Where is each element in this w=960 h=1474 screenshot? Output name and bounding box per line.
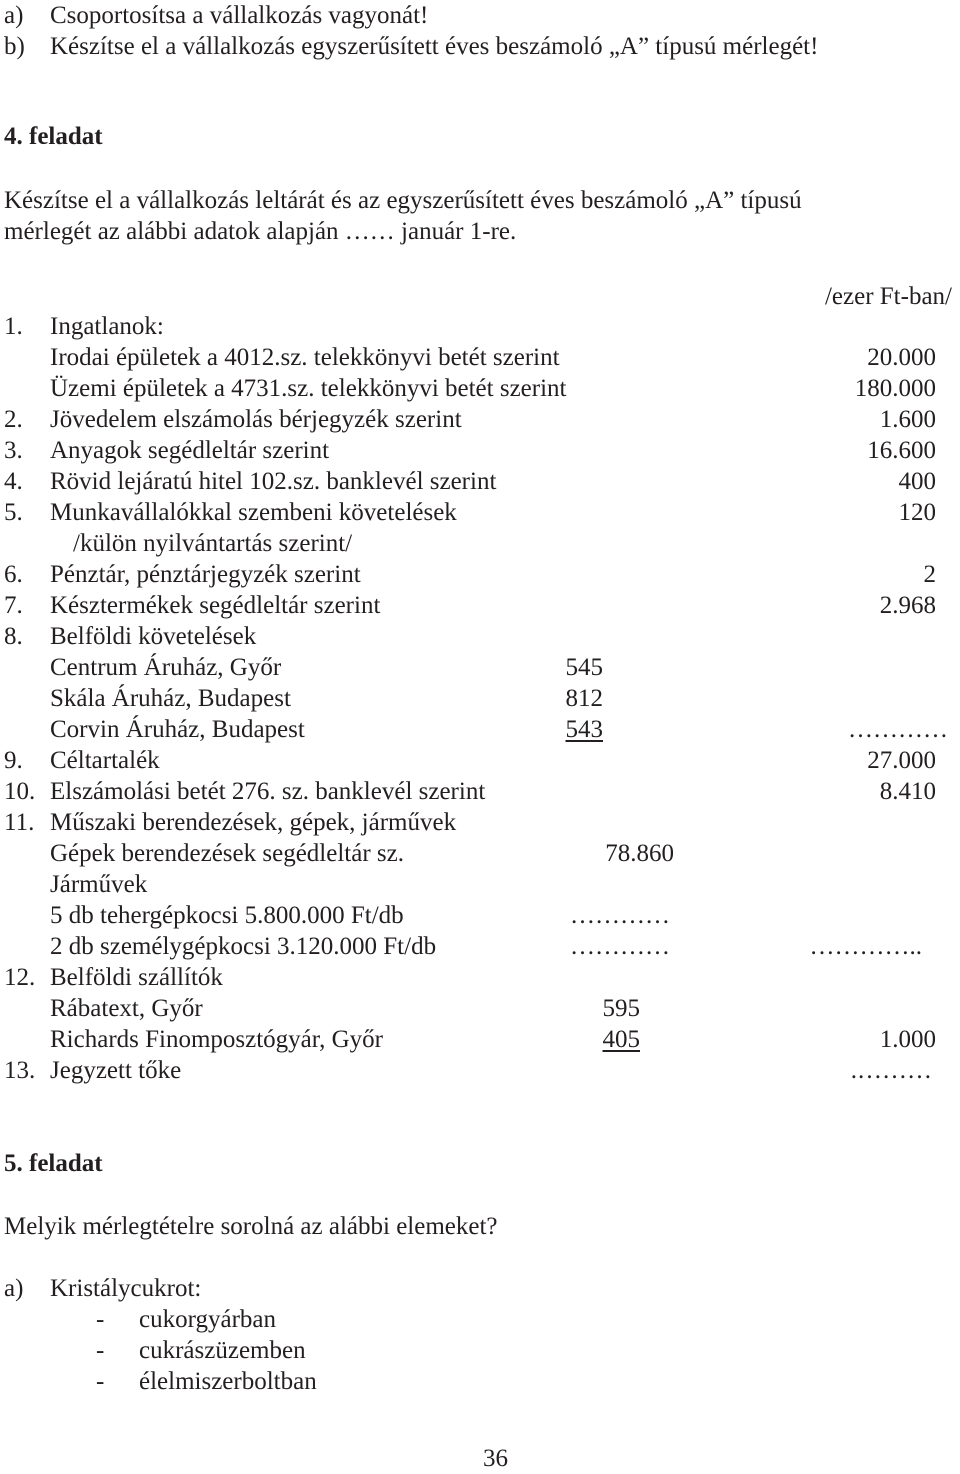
item-number: 10. [4,778,36,805]
item-label: Pénztár, pénztárjegyzék szerint [50,561,361,588]
bullet-dash: - [96,1368,105,1395]
item-value: 2.968 [879,592,936,619]
item-label: Céltartalék [50,747,160,774]
item-subvalue: 78.860 [605,840,674,867]
item-label: Jövedelem elszámolás bérjegyzék szerint [50,406,462,433]
bullet-dash: - [96,1306,105,1333]
page-number: 36 [483,1445,508,1472]
item-number: 12. [4,964,36,991]
unit-label: /ezer Ft-ban/ [824,283,952,310]
item-subvalue: ………… [570,933,670,960]
task5-question: Melyik mérlegtételre sorolná az alábbi elemeket? [4,1213,498,1240]
item-value: 27.000 [867,747,936,774]
item-label: Belföldi követelések [50,623,257,650]
item-label: Jegyzett tőke [50,1057,182,1084]
item-number: 4. [4,468,23,495]
item-value: 2 [923,561,936,588]
item-label: Járművek [50,871,148,898]
item-subvalue: 543 [565,716,603,743]
item-value: 1.000 [879,1026,936,1053]
item-number: 3. [4,437,23,464]
item-label: Gépek berendezések segédleltár sz. [50,840,404,867]
item-number: 8. [4,623,23,650]
task4-intro-line2: mérlegét az alábbi adatok alapján …… január 1-re. [4,218,517,245]
item-number: 13. [4,1057,36,1084]
item-label: Centrum Áruház, Győr [50,654,282,681]
bullet-item: cukorgyárban [139,1306,276,1333]
bullet-item: cukrászüzemben [139,1337,306,1364]
item-subvalue: ………… [570,902,670,929]
item-value: 16.600 [867,437,936,464]
item-value: ………… [848,716,948,743]
item-label: Anyagok segédleltár szerint [50,437,330,464]
item-label: Műszaki berendezések, gépek, járművek [50,809,457,836]
task4-intro-line1: Készítse el a vállalkozás leltárát és az egyszerűsített éves beszámoló „A” típusú [4,187,802,214]
item-value: .……… [850,1057,932,1084]
item-value: 400 [898,468,936,495]
item-label: Belföldi szállítók [50,964,223,991]
item-value: 180.000 [854,375,936,402]
item-subvalue: 812 [565,685,603,712]
item-label: Késztermékek segédleltár szerint [50,592,381,619]
item-value: ………….. [809,933,922,960]
item-number: 5. [4,499,23,526]
item-value: 120 [898,499,936,526]
item-value: 1.600 [879,406,936,433]
item-number: 9. [4,747,23,774]
item-subvalue: 595 [602,995,640,1022]
bullet-item: élelmiszerboltban [139,1368,317,1395]
item-label: Skála Áruház, Budapest [50,685,291,712]
task5-heading: 5. feladat [4,1150,103,1177]
item-number: 11. [4,809,35,836]
intro-a-marker: a) [4,2,24,29]
item-label: Ingatlanok: [50,313,164,340]
item-label: /külön nyilvántartás szerint/ [73,530,353,557]
bullet-dash: - [96,1337,105,1364]
task4-heading: 4. feladat [4,123,103,150]
task5-a-label: Kristálycukrot: [50,1275,202,1302]
item-number: 1. [4,313,23,340]
item-value: 20.000 [867,344,936,371]
item-label: Irodai épületek a 4012.sz. telekkönyvi betét szerint [50,344,560,371]
item-label: Rövid lejáratú hitel 102.sz. banklevél szerint [50,468,497,495]
item-label: 2 db személygépkocsi 3.120.000 Ft/db [50,933,437,960]
item-label: Richards Finomposztógyár, Győr [50,1026,383,1053]
intro-b-text: Készítse el a vállalkozás egyszerűsített éves beszámoló „A” típusú mérlegét! [50,33,819,60]
item-subvalue: 405 [602,1026,640,1053]
item-value: 8.410 [879,778,936,805]
item-number: 2. [4,406,23,433]
intro-a-text: Csoportosítsa a vállalkozás vagyonát! [50,2,429,29]
item-number: 6. [4,561,23,588]
item-subvalue: 545 [565,654,603,681]
item-label: Munkavállalókkal szembeni követelések [50,499,457,526]
item-label: Corvin Áruház, Budapest [50,716,305,743]
item-label: Üzemi épületek a 4731.sz. telekkönyvi betét szerint [50,375,567,402]
item-label: 5 db tehergépkocsi 5.800.000 Ft/db [50,902,404,929]
item-label: Rábatext, Győr [50,995,203,1022]
intro-b-marker: b) [4,33,25,60]
task5-a-marker: a) [4,1275,24,1302]
item-number: 7. [4,592,23,619]
item-label: Elszámolási betét 276. sz. banklevél szerint [50,778,486,805]
